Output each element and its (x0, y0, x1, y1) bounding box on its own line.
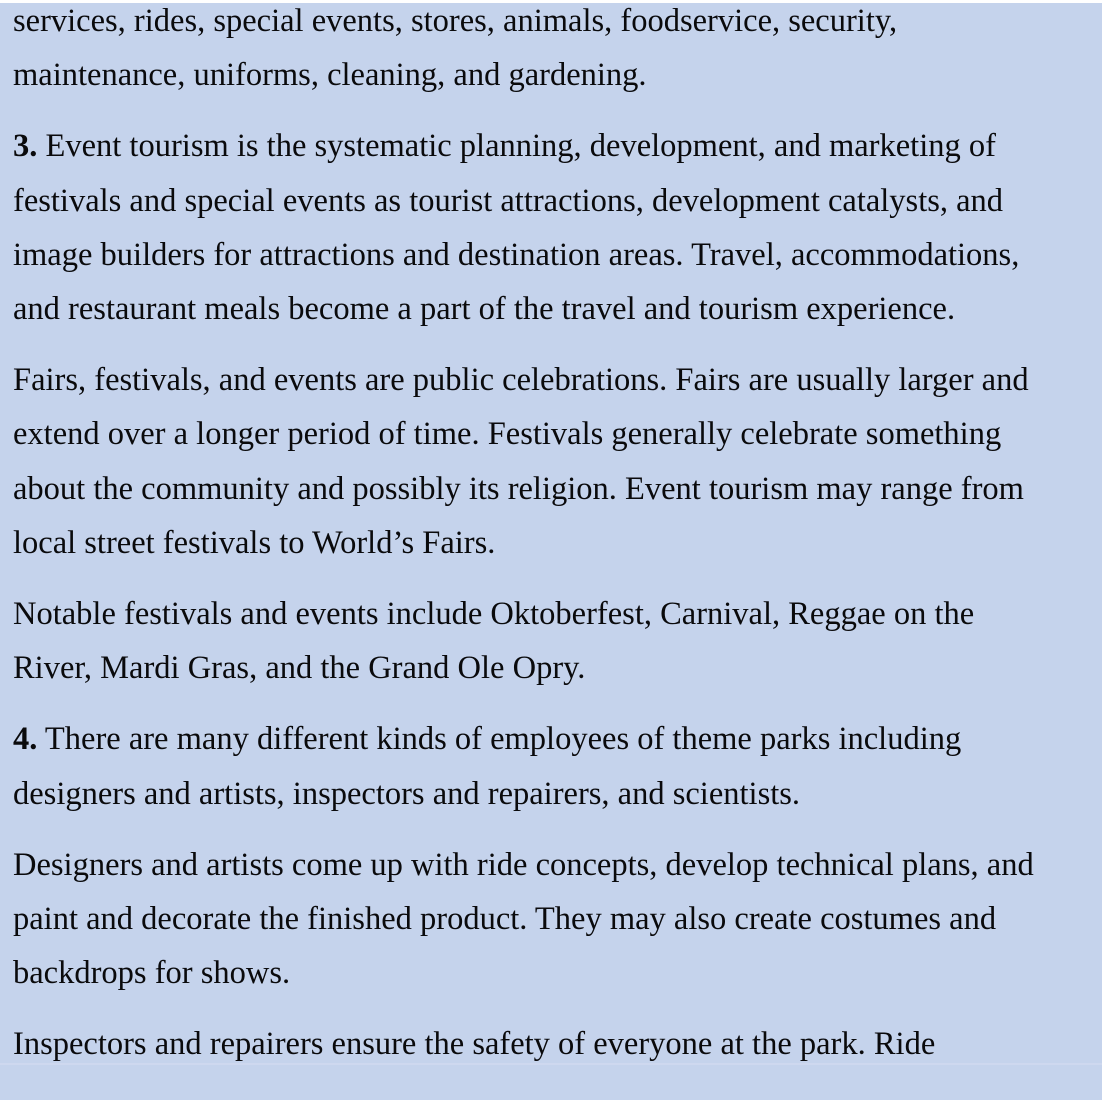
paragraph (13, 838, 1096, 1001)
text-line: and restaurant meals become a part of the travel and tourism experience. (13, 291, 956, 328)
highlighted-text-block (0, 3, 1102, 1100)
list-number: 4. (13, 721, 38, 758)
text-line: image builders for attractions and destination areas. Travel, accommodations, (13, 236, 1020, 273)
text-line: paint and decorate the finished product. They may also create costumes and (13, 900, 997, 937)
text-line: Notable festivals and events include Oktoberfest, Carnival, Reggae on the (13, 596, 975, 633)
paragraph (13, 0, 1096, 103)
paragraph (13, 587, 1096, 696)
text-line: 4. There are many different kinds of employees of theme parks including (13, 721, 962, 758)
paragraph (13, 712, 1096, 821)
text-line: designers and artists, inspectors and repairers, and scientists. (13, 775, 801, 812)
text-line: maintenance, uniforms, cleaning, and gardening. (13, 57, 647, 94)
text-line: services, rides, special events, stores, animals, foodservice, security, (13, 3, 898, 39)
highlight-seam-line (0, 1063, 1102, 1065)
text-line: 3. Event tourism is the systematic planning, development, and marketing of (13, 128, 996, 165)
list-number: 3. (13, 128, 38, 165)
text-line: River, Mardi Gras, and the Grand Ole Opry. (13, 650, 586, 687)
text-line: Designers and artists come up with ride concepts, develop technical plans, and (13, 846, 1034, 883)
text-line: backdrops for shows. (13, 955, 291, 992)
text-line: Fairs, festivals, and events are public celebrations. Fairs are usually larger and (13, 362, 1029, 399)
text-line: about the community and possibly its religion. Event tourism may range from (13, 470, 1024, 507)
text-line: festivals and special events as tourist attractions, development catalysts, and (13, 182, 1004, 219)
paragraph (13, 119, 1096, 336)
text-line: extend over a longer period of time. Festivals generally celebrate something (13, 416, 1002, 453)
text-line: Inspectors and repairers ensure the safety of everyone at the park. Ride (13, 1026, 936, 1063)
text-line: local street festivals to World’s Fairs. (13, 525, 496, 562)
paragraph (13, 353, 1096, 570)
